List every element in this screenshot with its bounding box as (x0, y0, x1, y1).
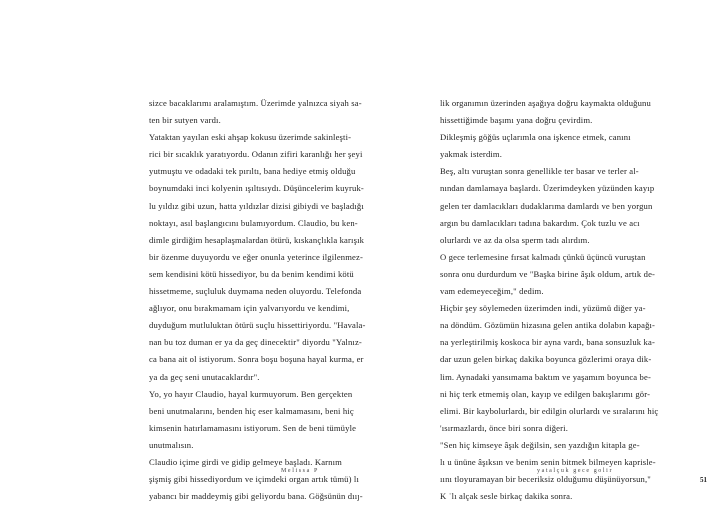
text-line: dar uzun gelen birkaç dakika boyunca gözlerimi oraya dik- (440, 354, 652, 365)
text-line: ten bir sutyen vardı. (149, 115, 221, 126)
text-line: lik organımın üzerinden aşağıya doğru kaymakta olduğunu (440, 98, 651, 108)
text-line: ıını tloyuramayan bir beceriksiz olduğumu düşünüyorsun," (440, 474, 651, 485)
text-line: nan bu toz duman er ya da geç dinecektir" diyordu "Yalnız- (149, 337, 362, 348)
text-line: hissettiğimde başımı yana doğru çevirdim. (440, 115, 593, 126)
text-line: duyduğum mutluluktan ötürü suçlu hissettiriyordu. "Havala- (149, 320, 366, 331)
text-line: vam edemeyeceğim," dedim. (440, 286, 544, 297)
text-line: elimi. Bir kaybolurlardı, bir edilgin olurlardı ve sıralarını hiç (440, 405, 659, 416)
text-line: boynumdaki inci kolyenin ışıltısıydı. Düşüncelerim kuyruk- (149, 183, 364, 194)
text-line: olurlardı ve az da olsa sperm tadı alırdım. (440, 234, 590, 245)
text-line: şişmiş gibi hissediyordum ve içimdeki organ artık tümü) lı (149, 474, 359, 485)
text-line: ni hiç terk etmemiş olan, kayıp ve edilgen bakışlarımı gör- (440, 388, 651, 399)
left-text-column (149, 95, 411, 505)
text-line: ağlıyor, onu bırakmamam için yalvarıyordu ve kendimi, (149, 303, 350, 314)
text-line: sizce bacaklarımı aralamıştım. Üzerimde yalnızca siyah sa- (149, 98, 362, 108)
text-line: Hiçbir şey söylemeden üzerimden indi, yüzümü diğer ya- (440, 303, 646, 314)
text-line: yabancı bir maddeymiş gibi geliyordu bana. Göğsünün dııȷ- (149, 491, 363, 502)
text-line: Claudio içime girdi ve gidip gelmeye başladı. Karnım (149, 456, 342, 467)
text-line: bir özenme duyuyordu ve eğer onunla yeterince ilgilenmez- (149, 251, 364, 262)
text-line: rici bir sıcaklık yaratıyordu. Odanın zifiri karanlığı her şeyi (149, 149, 363, 160)
text-line: sonra onu durdurdum ve "Başka birine âşık oldum, artık de- (440, 268, 656, 279)
text-line: unutmalısın. (149, 439, 194, 450)
footer-title: yatalçuk gece golir (537, 468, 614, 474)
text-line: O gece terlemesine fırsat kalmadı çünkü üçüncü vuruştan (440, 251, 646, 262)
page-number: 51 (700, 476, 707, 484)
text-line: Yo, yo hayır Claudio, hayal kurmuyorum. Ben gerçekten (149, 388, 353, 399)
text-line: Yataktan yayılan eski ahşap kokusu üzerimde sakinleşti- (149, 132, 352, 143)
text-line: lu yıldız gibi uzun, hatta yıldızlar dizisi gibiydi ve başladığı (149, 200, 364, 211)
text-line: ca bana ait ol istiyorum. Sonra boşu boşuna hayal kurma, er (149, 354, 364, 365)
text-line: argın bu damlacıkları tadına bakardım. Çok tuzlu ve acı (440, 217, 640, 228)
text-line: dimle girdiğim hesaplaşmalardan ötürü, kıskançlıkla karışık (149, 234, 365, 245)
text-line: "Sen hiç kimseye âşık değilsin, sen yazdığın kitapla ge- (440, 439, 640, 450)
text-line: beni unutmalarını, benden hiç eser kalmamasını, beni hiç (149, 405, 354, 416)
footer-author: Melissa P (281, 468, 319, 474)
text-line: K ˈlı alçak sesle birkaç dakika sonra. (440, 491, 573, 502)
text-line: 'ısırmazlardı, önce biri sonra diğeri. (440, 422, 568, 433)
text-line: lı u ününe âşıksın ve benim senin bitmek bilmeyen kaprisle- (440, 456, 656, 467)
text-line: noktayı, asıl başlangıcını bulamıyordum. Claudio, bu ken- (149, 217, 358, 228)
text-line: yutmuştu ve odadaki tek pırıltı, bana hediye etmiş olduğu (149, 166, 356, 177)
text-line: kimsenin hatırlamamasını istiyorum. Sen de beni tümüyle (149, 422, 357, 433)
text-line: sem kendisini kötü hissediyor, bu da benim kendimi kötü (149, 268, 354, 279)
text-line: lim. Aynadaki yansımama baktım ve yaşamım boyunca be- (440, 371, 651, 382)
text-line: na döndüm. Gözümün hizasına gelen antika dolabın kapağı- (440, 320, 656, 331)
text-line: gelen ter damlacıkları dudaklarıma damlardı ve ben yorgun (440, 200, 653, 211)
text-line: yakmak isterdim. (440, 149, 503, 160)
text-line: na yerleştirilmiş koskoca bir ayna vardı, bana sonsuzluk ka- (440, 337, 655, 348)
text-line: ya da geç seni unutacaklardır". (149, 371, 260, 382)
text-line: Beş, altı vuruştan sonra genellikle ter basar ve terler al- (440, 166, 639, 177)
text-line: nından damlamaya başlardı. Üzerimdeyken yüzünden kayıp (440, 183, 655, 194)
text-line: Dikleşmiş göğüs uçlarımla ona işkence etmek, canını (440, 132, 631, 143)
right-text-column (440, 95, 710, 505)
text-line: hissetmeme, suçluluk duymama neden oluyordu. Telefonda (149, 286, 362, 297)
